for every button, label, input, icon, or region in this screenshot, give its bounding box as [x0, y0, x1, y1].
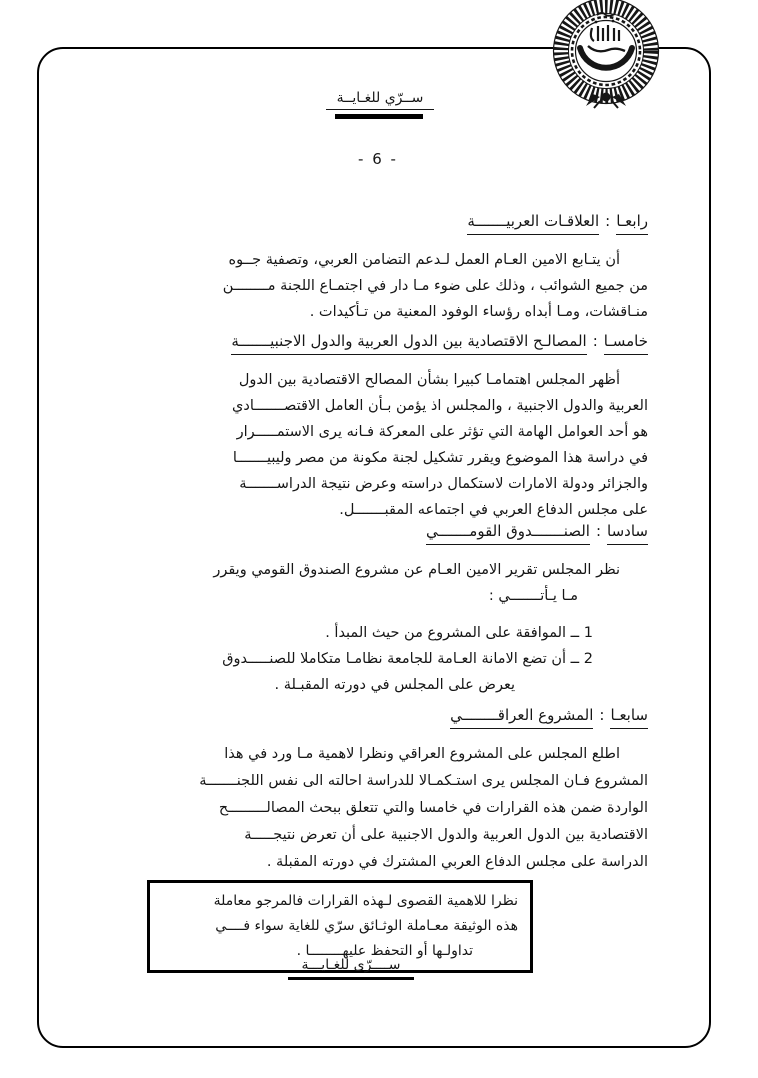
paragraph-line: الواردة ضمن هذه القرارات في خامسا والتي تتعلق ببحث المصالـــــــــح [218, 800, 648, 816]
section-7-title: المشروع العراقــــــــي [450, 706, 593, 729]
paragraph-line: مـا يـأتـــــــي : [488, 588, 578, 604]
label-colon: : [595, 522, 602, 540]
section-6-title: الصنـــــــدوق القومـــــــي [426, 522, 590, 545]
section-4-paragraph [96, 247, 648, 325]
notice-line: هذه الوثيقة معـاملة الوثـائق سرّي للغاية سواء فــــي [215, 918, 518, 934]
paragraph-line: العربية والدول الاجنبية ، والمجلس اذ يؤمن بـأن العامل الاقتصـــــــادي [232, 398, 648, 414]
paragraph-line: هو أحد العوامل الهامة التي تؤثر على المعركة فـانه يرى الاستمـــــرار [236, 424, 648, 440]
paragraph-line: الاقتصادية بين الدول العربية والدول الاجنبية على أن تعرض نتيجـــــة [244, 827, 648, 843]
paragraph-line: الدراسة على مجلس الدفاع العربي المشترك في دورته المقبلة . [266, 854, 648, 870]
classification-top: ســرّي للغـايــة [326, 90, 434, 110]
paragraph-line: منـاقشات، ومـا أبداه رؤساء الوفود المعنية من تـأكيدات . [309, 304, 648, 320]
paragraph-line: نظر المجلس تقرير الامين العـام عن مشروع الصندوق القومي ويقرر [213, 562, 620, 578]
label-colon: : [605, 212, 611, 230]
section-6-label: سادسا [607, 522, 648, 545]
list-item: 1 ــ الموافقة على المشروع من حيث المبدأ . [325, 625, 593, 641]
section-7-paragraph [96, 741, 648, 876]
section-6-decision-list [222, 620, 593, 698]
section-5-label: خامسـا [604, 332, 648, 355]
notice-line: تداولـها أو التحفظ عليهــــــــا . [296, 943, 473, 959]
paragraph-line: في دراسة هذا الموضوع ويقرر تشكيل لجنة مكونة من مصر وليبيـــــــا [232, 450, 648, 466]
section-7-label: سابعـا [610, 706, 648, 729]
paragraph-line: والجزائر ودولة الامارات لاستكمال دراسته وعرض نتيجة الدراســـــــة [239, 476, 648, 492]
arab-league-emblem [550, 0, 662, 110]
section-5-heading [231, 332, 648, 350]
paragraph-line: أن يتـابع الامين العـام العمل لـدعم التضامن العربي، وتصفية جــوه [228, 252, 620, 268]
list-item-continuation: يعرض على المجلس في دورته المقبـلة . [274, 677, 515, 693]
section-6-heading [426, 522, 648, 540]
section-5-title: المصالـح الاقتصادية بين الدول العربية والدول الاجنبيـــــــة [231, 332, 586, 355]
classification-bottom: ســــرّى للغـايـــة [288, 957, 414, 980]
section-5-paragraph [96, 367, 648, 523]
section-4-label: رابعـا [616, 212, 648, 235]
section-7-heading [450, 706, 648, 724]
notice-line: نظرا للاهمية القصوى لـهذه القرارات فالمرجو معاملة [213, 893, 518, 909]
paragraph-line: على مجلس الدفاع العربي في اجتماعه المقبـــــــل. [339, 502, 648, 518]
paragraph-line: أظهر المجلس اهتمامـا كبيرا بشأن المصالح الاقتصادية بين الدول [238, 372, 620, 388]
paragraph-line: المشروع فـان المجلس يرى استـكمـالا للدراسة احالته الى نفس اللجنـــــــة [199, 773, 648, 789]
label-colon: : [592, 332, 598, 350]
paragraph-line: اطلع المجلس على المشروع العراقي ونظرا لاهمية مـا ورد في هذا [224, 746, 620, 762]
section-4-title: العلاقـات العربيـــــــة [467, 212, 599, 235]
section-6-paragraph [96, 557, 648, 609]
section-4-heading [467, 212, 648, 230]
page-number: - 6 - [358, 150, 398, 168]
paragraph-line: من جميع الشوائب ، وذلك على ضوء مـا دار في اجتمـاع اللجنة مــــــــن [222, 278, 648, 294]
list-item: 2 ــ أن تضع الامانة العـامة للجامعة نظامـا متكاملا للصنـــــدوق [222, 651, 593, 667]
classification-top-underline [335, 114, 423, 119]
label-colon: : [599, 706, 605, 724]
